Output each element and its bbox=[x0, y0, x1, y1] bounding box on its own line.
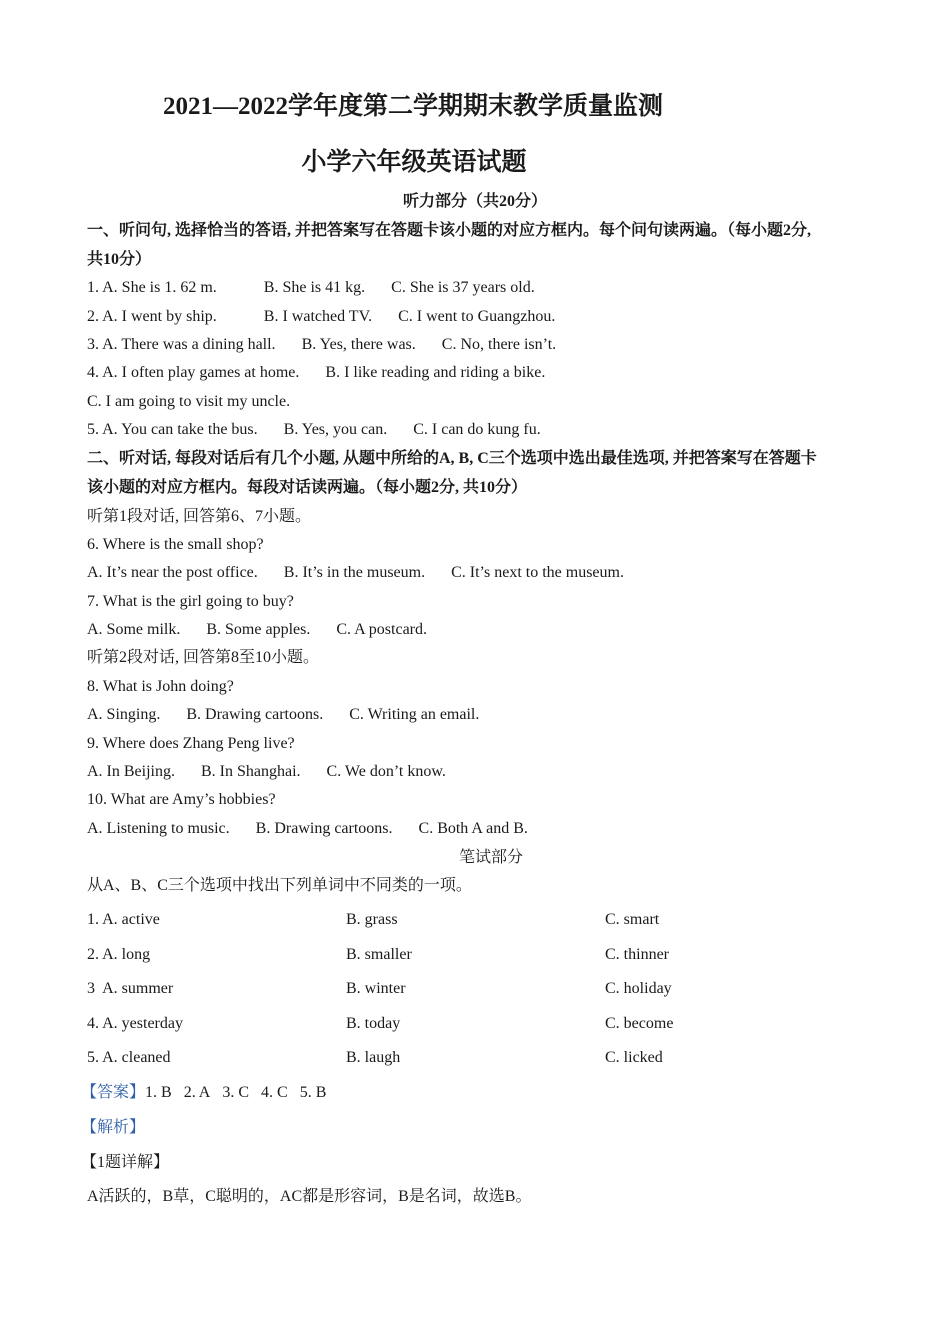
part2-instruction-line1: 二、听对话, 每段对话后有几个小题, 从题中所给的A, B, C三个选项中选出最佳选项, 并把答案写在答题卡 bbox=[87, 450, 817, 467]
question-1 bbox=[87, 278, 535, 298]
option-a: 5. A. You can take the bus. bbox=[87, 421, 258, 438]
written-instruction: 从A、B、C三个选项中找出下列单词中不同类的一项。 bbox=[87, 877, 472, 894]
option-b: B. Yes, there was. bbox=[301, 336, 416, 353]
question-3 bbox=[87, 335, 556, 355]
option-a: 2. A. I went by ship. bbox=[87, 308, 217, 325]
option-b: B. In Shanghai. bbox=[201, 763, 301, 780]
question-4 bbox=[87, 363, 545, 383]
option-b: B. grass bbox=[346, 911, 398, 928]
detail-label: 【1题详解】 bbox=[81, 1154, 170, 1171]
dialog-1-note: 听第1段对话, 回答第6、7小题。 bbox=[87, 508, 312, 525]
answer-label: 【答案】 bbox=[81, 1084, 146, 1101]
option-a: 4. A. I often play games at home. bbox=[87, 364, 300, 381]
option-b: B. Yes, you can. bbox=[283, 421, 388, 438]
option-a: 1. A. active bbox=[87, 911, 160, 928]
question-7-options bbox=[87, 620, 427, 640]
option-c: C. become bbox=[605, 1015, 674, 1032]
option-c: C. I went to Guangzhou. bbox=[398, 308, 556, 325]
option-b: B. It’s in the museum. bbox=[283, 564, 426, 581]
question-6: 6. Where is the small shop? bbox=[87, 536, 264, 553]
option-a: 1. A. She is 1. 62 m. bbox=[87, 279, 217, 296]
option-c: C. No, there isn’t. bbox=[441, 336, 557, 353]
question-7: 7. What is the girl going to buy? bbox=[87, 593, 294, 610]
option-b: B. today bbox=[346, 1015, 401, 1032]
answer-item: 1. B bbox=[145, 1084, 172, 1101]
option-a: A. In Beijing. bbox=[87, 763, 175, 780]
option-c: C. She is 37 years old. bbox=[391, 279, 535, 296]
question-10-options bbox=[87, 819, 528, 839]
option-b: B. Drawing cartoons. bbox=[255, 820, 393, 837]
written-header: 笔试部分 bbox=[458, 849, 523, 866]
option-a: 2. A. long bbox=[87, 946, 151, 963]
option-c: C. licked bbox=[605, 1049, 663, 1066]
option-b: B. I like reading and riding a bike. bbox=[325, 364, 546, 381]
option-b: B. I watched TV. bbox=[263, 308, 373, 325]
answer-item: 3. C bbox=[222, 1084, 250, 1101]
option-b: B. She is 41 kg. bbox=[263, 279, 366, 296]
question-10: 10. What are Amy’s hobbies? bbox=[87, 791, 276, 808]
option-a: 5. A. cleaned bbox=[87, 1049, 171, 1066]
option-b: B. winter bbox=[346, 980, 406, 997]
dialog-2-note: 听第2段对话, 回答第8至10小题。 bbox=[87, 649, 320, 666]
option-a: 4. A. yesterday bbox=[87, 1015, 183, 1032]
option-c: C. holiday bbox=[605, 980, 672, 997]
option-b: B. laugh bbox=[346, 1049, 401, 1066]
question-5 bbox=[87, 420, 541, 440]
listening-header: 听力部分（共20分） bbox=[402, 193, 547, 210]
option-c: C. thinner bbox=[605, 946, 669, 963]
question-4-option-c: C. I am going to visit my uncle. bbox=[87, 393, 291, 410]
option-c: C. I can do kung fu. bbox=[413, 421, 541, 438]
question-8: 8. What is John doing? bbox=[87, 678, 234, 695]
option-a: 3 A. summer bbox=[87, 980, 174, 997]
option-b: B. Drawing cartoons. bbox=[186, 706, 324, 723]
option-c: C. A postcard. bbox=[336, 621, 428, 638]
option-c: C. Both A and B. bbox=[418, 820, 528, 837]
option-b: B. Some apples. bbox=[206, 621, 311, 638]
question-9-options bbox=[87, 762, 446, 782]
option-a: A. Singing. bbox=[87, 706, 161, 723]
option-c: C. smart bbox=[605, 911, 660, 928]
option-c: C. It’s next to the museum. bbox=[451, 564, 624, 581]
question-6-options bbox=[87, 563, 624, 583]
option-a: A. Listening to music. bbox=[87, 820, 230, 837]
question-8-options bbox=[87, 705, 479, 725]
answer-item: 2. A bbox=[183, 1084, 211, 1101]
page-title: 2021—2022学年度第二学期期末教学质量监测 bbox=[162, 93, 663, 120]
answer-item: 4. C bbox=[261, 1084, 288, 1101]
part1-instruction-line2: 共10分） bbox=[87, 251, 152, 268]
part1-instruction-line1: 一、听问句, 选择恰当的答语, 并把答案写在答题卡该小题的对应方框内。每个问句读两遍。（每小题2分, bbox=[87, 222, 812, 239]
question-9: 9. Where does Zhang Peng live? bbox=[87, 735, 295, 752]
option-b: B. smaller bbox=[346, 946, 412, 963]
option-a: A. Some milk. bbox=[87, 621, 181, 638]
answer-line bbox=[81, 1083, 326, 1103]
answer-item: 5. B bbox=[299, 1084, 327, 1101]
option-a: A. It’s near the post office. bbox=[87, 564, 258, 581]
page-subtitle: 小学六年级英语试题 bbox=[301, 149, 527, 176]
option-a: 3. A. There was a dining hall. bbox=[87, 336, 276, 353]
option-c: C. We don’t know. bbox=[326, 763, 446, 780]
part2-instruction-line2: 该小题的对应方框内。每段对话读两遍。（每小题2分, 共10分） bbox=[87, 479, 528, 496]
question-2 bbox=[87, 307, 555, 327]
analysis-label: 【解析】 bbox=[81, 1119, 146, 1136]
detail-text: A活跃的，B草，C聪明的，AC都是形容词，B是名词，故选B。 bbox=[87, 1188, 532, 1205]
option-c: C. Writing an email. bbox=[349, 706, 480, 723]
